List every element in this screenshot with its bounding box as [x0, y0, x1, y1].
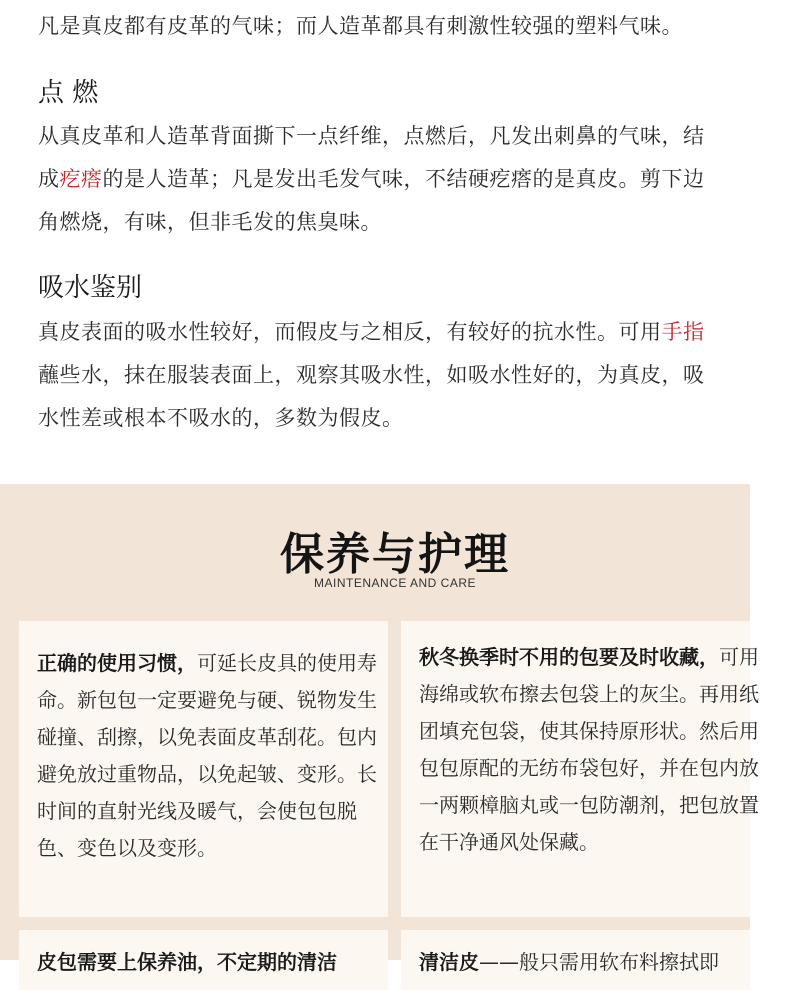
card-text: 秋冬换季时不用的包要及时收藏，可用海绵或软布擦去包袋上的灰尘。再用纸团填充包袋，使其保持原形状。然后用包包原配的无纺布袋包好，并在包内放一两颗樟脑丸或一包防潮剂，把包放置在干净通风处保藏。: [419, 645, 759, 854]
highlight-text: 手指: [661, 320, 705, 344]
card-text: 清洁皮——般只需用软布料擦拭即: [419, 950, 719, 974]
care-card-cleaning: [401, 930, 750, 990]
card-bold-lead: 秋冬换季时不用的包要及时收藏，: [419, 645, 719, 669]
card-bold-lead: 正确的使用习惯，: [37, 651, 197, 675]
highlight-text: 疙瘩: [59, 167, 103, 191]
burn-text-line-3: 角燃烧，有味，但非毛发的焦臭味。: [38, 210, 382, 234]
smell-text: 凡是真皮都有皮革的气味；而人造革都具有刺激性较强的塑料气味。: [38, 14, 683, 38]
water-heading: 吸水鉴别: [38, 273, 143, 303]
water-text-line-3: 水性差或根本不吸水的，多数为假皮。: [38, 406, 404, 430]
card-text: 正确的使用习惯，可延长皮具的使用寿命。新包包一定要避免与硬、锐物发生碰撞、刮擦，以免表面皮革刮花。包内避免放过重物品，以免起皱、变形。长时间的直射光线及暖气，会使包包脱色、变色以及变形。: [37, 651, 377, 860]
card-bold-lead: 清洁皮: [419, 950, 479, 974]
care-title: 保养与护理: [280, 529, 510, 580]
care-section: [0, 484, 759, 974]
burn-heading: 点 燃: [38, 78, 99, 108]
water-text-line-1: 真皮表面的吸水性较好，而假皮与之相反，有较好的抗水性。可用手指: [38, 320, 705, 344]
water-text-line-2: 蘸些水，抹在服装表面上，观察其吸水性，如吸水性好的，为真皮，吸: [38, 363, 705, 387]
burn-text-line-1: 从真皮革和人造革背面撕下一点纤维，点燃后，凡发出刺鼻的气味，结: [38, 124, 705, 148]
care-subtitle: MAINTENANCE AND CARE: [313, 576, 477, 590]
card-text: [37, 944, 380, 981]
care-card-oil: [19, 930, 388, 990]
care-card-storage: [401, 621, 759, 917]
burn-text-line-2: 成疙瘩的是人造革；凡是发出毛发气味，不结硬疙瘩的是真皮。剪下边: [38, 167, 705, 191]
card-bold-lead: 皮包需要上保养油，不定期的清洁: [37, 950, 337, 974]
identification-section: [0, 0, 750, 484]
care-card-usage: [19, 621, 388, 917]
